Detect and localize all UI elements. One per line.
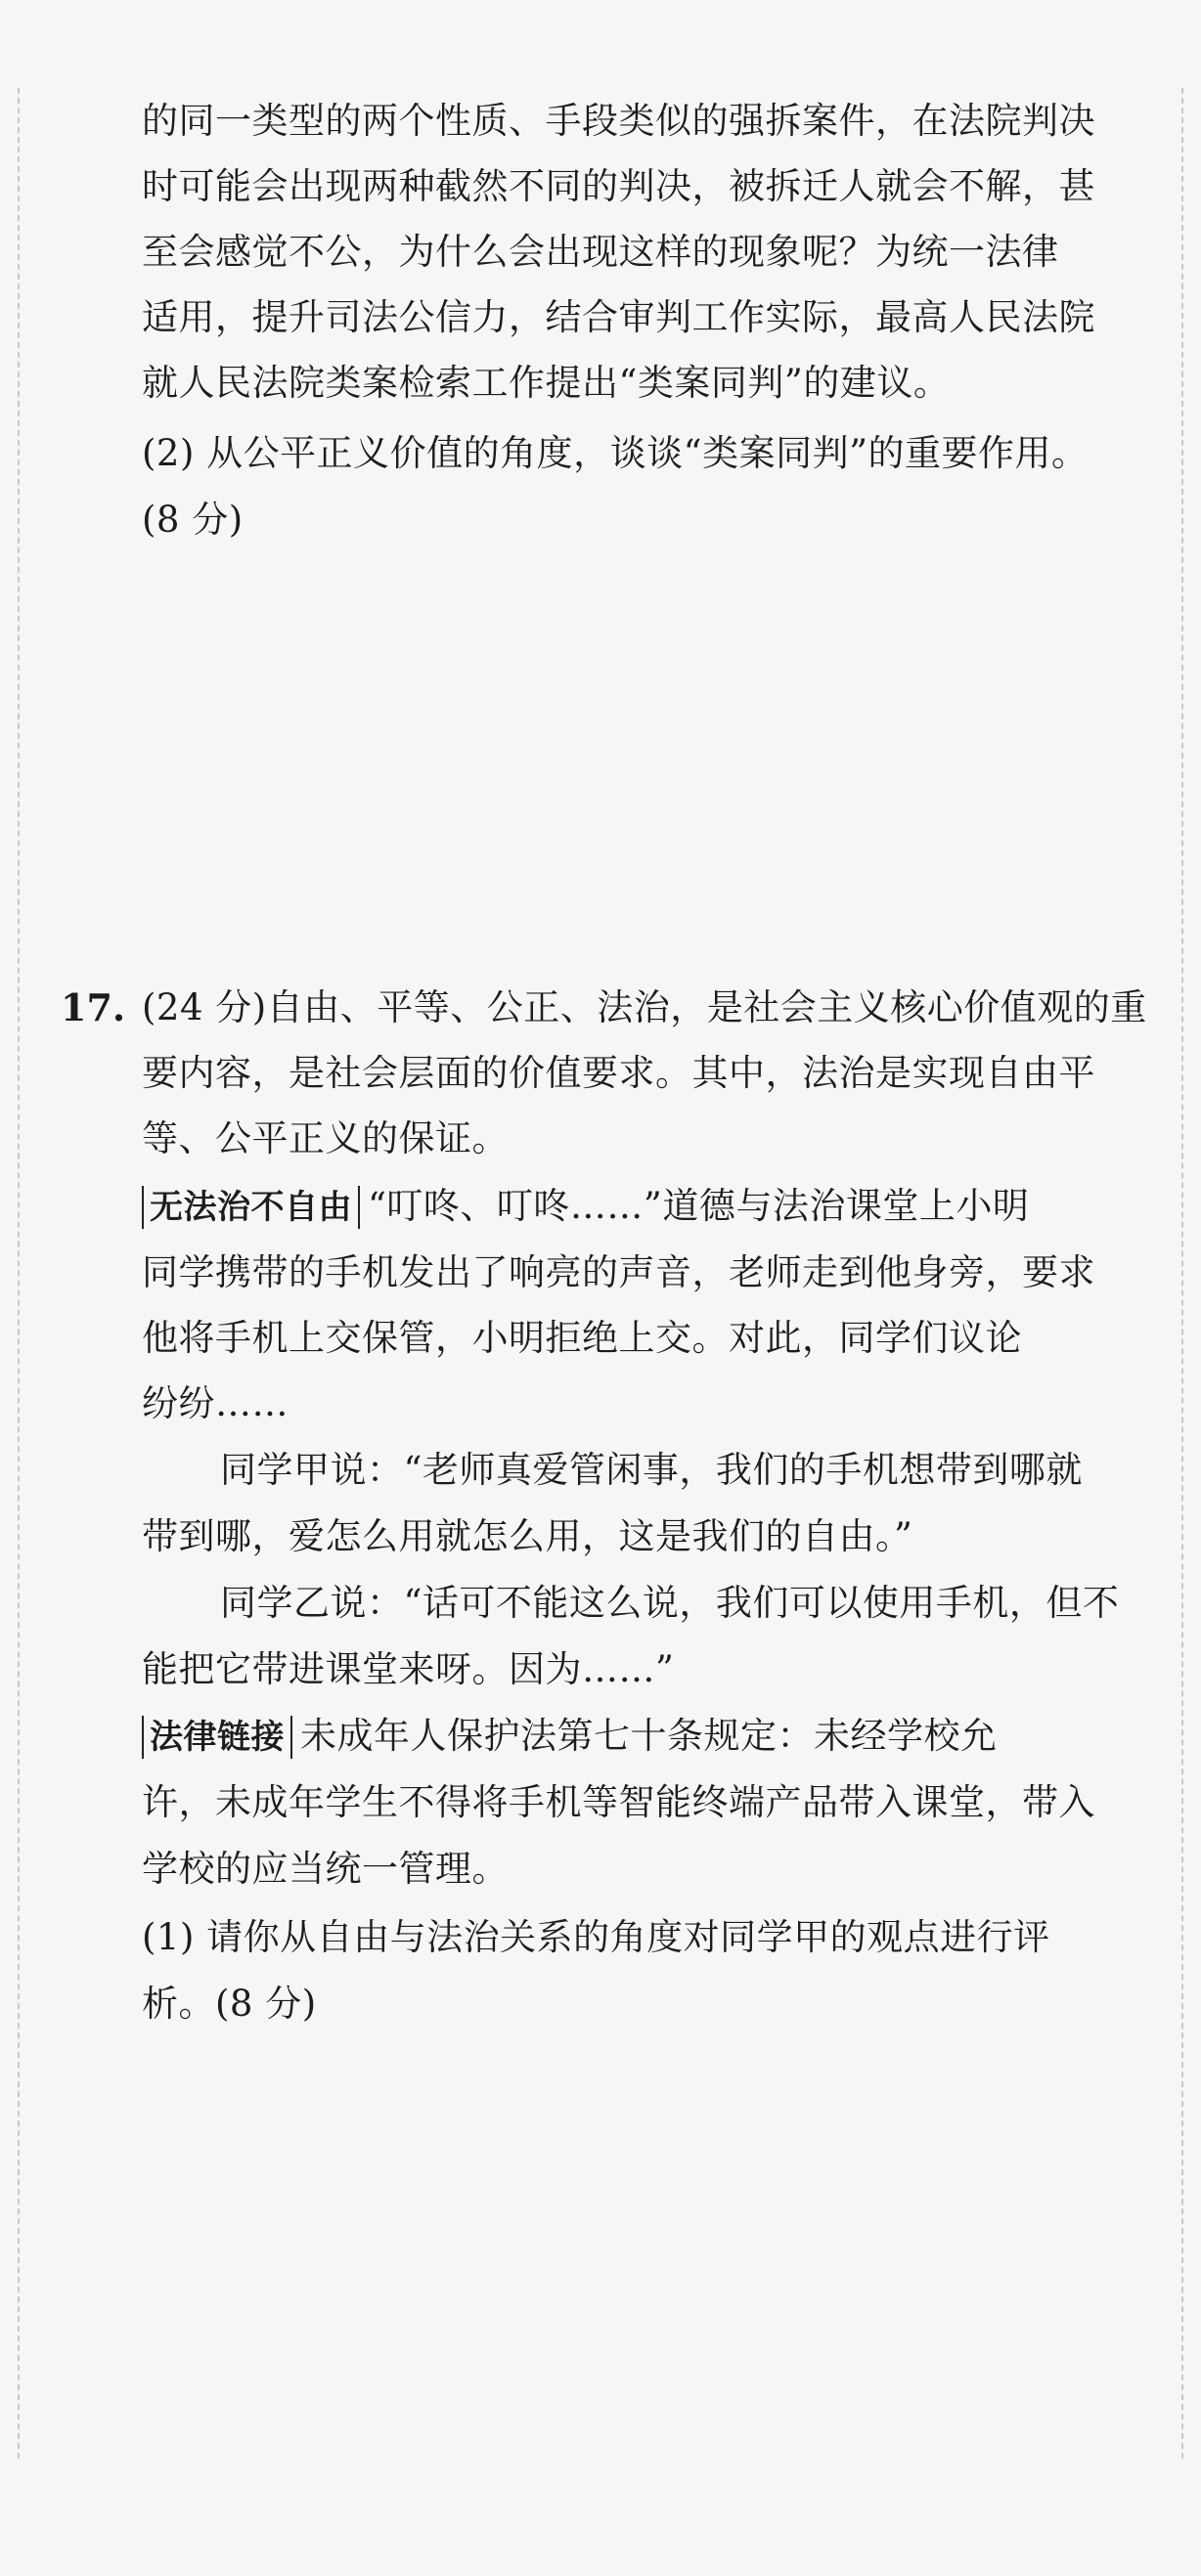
sub-question-2: (2) 从公平正义价值的角度，谈谈“类案同判”的重要作用。 [142,432,1089,474]
q17-section-1-first-line [142,1183,1029,1230]
q17-section-2-line-3: 学校的应当统一管理。 [142,1848,509,1890]
section-tag-no-freedom-without-law: 无法治不自由 [142,1186,360,1229]
q17-intro-line-3: 等、公平正义的保证。 [142,1117,509,1159]
q17-section-1-line-1: “叮咚、叮咚……”道德与法治课堂上小明 [368,1185,1030,1227]
q17-section-2-line-1: 未成年人保护法第七十条规定：未经学校允 [300,1715,998,1757]
q17-intro-line-2: 要内容，是社会层面的价值要求。其中，法治是实现自由平 [142,1052,1095,1094]
passage-line-3: 至会感觉不公，为什么会出现这样的现象呢？为统一法律 [142,231,1059,273]
q17-intro-line-1: (24 分)自由、平等、公正、法治，是社会主义核心价值观的重 [142,986,1147,1028]
student-a-line-1: 同学甲说：“老师真爱管闲事，我们的手机想带到哪就 [220,1449,1083,1491]
passage-line-2: 时可能会出现两种截然不同的判决，被拆迁人就会不解，甚 [142,165,1095,207]
q17-sub-question-1-line-1: (1) 请你从自由与法治关系的角度对同学甲的观点进行评 [142,1916,1050,1958]
q17-section-1-line-3: 他将手机上交保管，小明拒绝上交。对此，同学们议论 [142,1317,1022,1359]
q17-section-1-line-4: 纷纷…… [142,1382,289,1424]
q17-section-2-line-2: 许，未成年学生不得将手机等智能终端产品带入课堂，带入 [142,1781,1095,1823]
left-binding-margin-line [18,88,20,2459]
question-number-17: 17. [61,985,126,1029]
right-binding-margin-line [1181,88,1183,2459]
sub-question-2-score: (8 分) [142,499,244,541]
q17-sub-question-1-line-2: 析。(8 分) [142,1983,317,2025]
student-a-line-2: 带到哪，爱怎么用就怎么用，这是我们的自由。” [142,1515,913,1557]
q17-section-1-line-2: 同学携带的手机发出了响亮的声音，老师走到他身旁，要求 [142,1251,1095,1293]
passage-line-5: 就人民法院类案检索工作提出“类案同判”的建议。 [142,362,951,404]
passage-line-1: 的同一类型的两个性质、手段类似的强拆案件，在法院判决 [142,100,1095,142]
student-b-line-1: 同学乙说：“话可不能这么说，我们可以使用手机，但不 [220,1582,1120,1624]
student-b-line-2: 能把它带进课堂来呀。因为……” [142,1648,675,1690]
section-tag-legal-link: 法律链接 [142,1716,292,1759]
q17-section-2-first-line [142,1713,998,1760]
passage-line-4: 适用，提升司法公信力，结合审判工作实际，最高人民法院 [142,296,1095,338]
